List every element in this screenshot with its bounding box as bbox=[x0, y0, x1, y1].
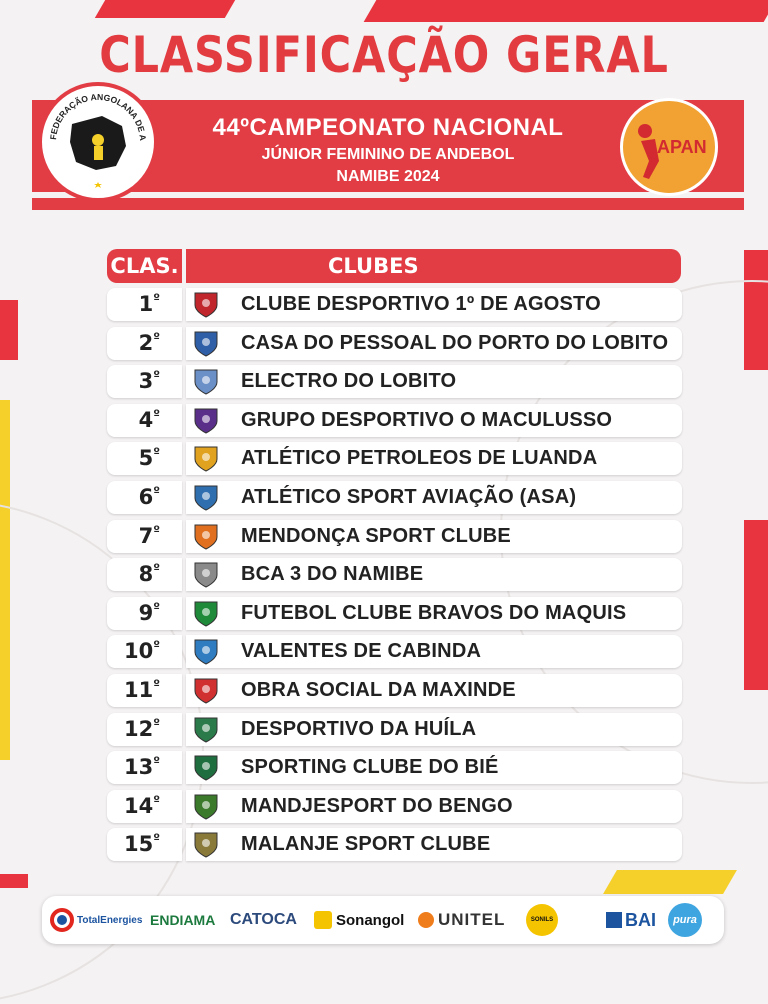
sponsor-label: UNITEL bbox=[438, 910, 506, 929]
position-ordinal: º bbox=[153, 599, 160, 614]
row-club bbox=[186, 597, 682, 630]
table-row bbox=[107, 674, 682, 707]
row-position bbox=[107, 327, 182, 360]
club-name: OBRA SOCIAL DA MAXINDE bbox=[241, 679, 516, 701]
row-position bbox=[107, 481, 182, 514]
club-name: DESPORTIVO DA HUÍLA bbox=[241, 717, 477, 740]
position-number: 3 bbox=[138, 369, 154, 394]
position-ordinal: º bbox=[153, 561, 160, 576]
table-row bbox=[107, 751, 682, 784]
row-position bbox=[107, 520, 182, 553]
position-number: 2 bbox=[138, 330, 154, 355]
position-ordinal: º bbox=[153, 291, 160, 305]
row-club bbox=[186, 327, 682, 360]
position-ordinal: º bbox=[153, 638, 160, 653]
position-number: 8 bbox=[138, 562, 154, 587]
position-number: 15 bbox=[123, 832, 154, 857]
position-number: 12 bbox=[123, 716, 154, 741]
club-crest-icon bbox=[192, 754, 220, 781]
club-crest-icon bbox=[192, 793, 220, 820]
federation-logo-text: FEDERAÇÃO ANGOLANA DE A bbox=[48, 91, 149, 142]
table-row bbox=[107, 790, 682, 823]
club-name: SPORTING CLUBE DO BIÉ bbox=[241, 756, 499, 779]
table-row bbox=[107, 828, 682, 861]
sponsor-sonils bbox=[526, 896, 558, 944]
sponsor-label: TotalEnergies bbox=[77, 914, 143, 926]
club-name: ELECTRO DO LOBITO bbox=[241, 370, 457, 393]
federation-emblem-icon bbox=[42, 86, 154, 198]
club-name: GRUPO DESPORTIVO O MACULUSSO bbox=[241, 408, 613, 431]
club-name: VALENTES DE CABINDA bbox=[241, 640, 482, 663]
row-club bbox=[186, 751, 682, 784]
position-ordinal: º bbox=[153, 484, 160, 498]
banner-underline bbox=[32, 198, 744, 210]
sponsors-bar bbox=[42, 896, 724, 944]
position-number: 5 bbox=[138, 446, 154, 471]
position-ordinal: º bbox=[153, 754, 160, 769]
club-crest-icon bbox=[192, 831, 220, 858]
sponsor-totalenergies bbox=[50, 896, 142, 944]
row-position bbox=[107, 828, 182, 861]
position-number: 7 bbox=[138, 523, 154, 548]
banner-line-3: NAMIBE 2024 bbox=[336, 168, 440, 185]
club-crest-icon bbox=[192, 561, 220, 588]
position-number: 6 bbox=[138, 485, 154, 509]
sponsor-catoca bbox=[230, 896, 297, 944]
sponsor-label: pura bbox=[673, 914, 697, 926]
sponsor-sonangol bbox=[314, 896, 404, 944]
sonils-icon bbox=[526, 904, 558, 936]
row-club bbox=[186, 828, 682, 861]
position-ordinal: º bbox=[153, 715, 160, 730]
club-crest-icon bbox=[192, 484, 220, 511]
row-club bbox=[186, 674, 682, 707]
sponsor-bai bbox=[606, 896, 656, 944]
table-row bbox=[107, 404, 682, 437]
row-position bbox=[107, 365, 182, 398]
club-name: CASA DO PESSOAL DO PORTO DO LOBITO bbox=[241, 331, 669, 354]
club-crest-icon bbox=[192, 445, 220, 472]
pura-icon bbox=[668, 903, 702, 937]
position-ordinal: º bbox=[153, 329, 160, 344]
table-row bbox=[107, 520, 682, 553]
club-crest-icon bbox=[192, 716, 220, 743]
bg-stripe-left bbox=[0, 300, 18, 360]
table-row bbox=[107, 481, 682, 514]
position-ordinal: º bbox=[153, 677, 160, 691]
row-position bbox=[107, 674, 182, 707]
banner-line-2: JÚNIOR FEMININO DE ANDEBOL bbox=[261, 146, 515, 163]
position-ordinal: º bbox=[153, 522, 160, 537]
apan-logo-text: APAN bbox=[657, 137, 707, 157]
table-row bbox=[107, 635, 682, 668]
table-row bbox=[107, 558, 682, 591]
sponsor-endiama bbox=[150, 896, 215, 944]
sponsor-label: ENDIAMA bbox=[150, 912, 216, 928]
row-club bbox=[186, 558, 682, 591]
apan-logo bbox=[620, 98, 718, 196]
table-row bbox=[107, 442, 682, 475]
club-crest-icon bbox=[192, 638, 220, 665]
club-name: ATLÉTICO PETROLEOS DE LUANDA bbox=[241, 447, 598, 470]
row-club bbox=[186, 404, 682, 437]
handball-player-icon bbox=[623, 101, 715, 193]
sponsor-label: BAI bbox=[625, 909, 656, 930]
sponsor-pura bbox=[668, 896, 702, 944]
sponsor-label: Sonangol bbox=[336, 911, 405, 929]
table-row bbox=[107, 365, 682, 398]
position-number: 9 bbox=[138, 600, 154, 625]
federation-logo bbox=[38, 82, 158, 202]
row-club bbox=[186, 790, 682, 823]
club-crest-icon bbox=[192, 330, 220, 357]
header-clubs bbox=[186, 249, 681, 283]
totalenergies-icon bbox=[50, 908, 74, 932]
club-crest-icon bbox=[192, 677, 220, 704]
sponsor-label: CATOCA bbox=[230, 911, 297, 928]
row-club bbox=[186, 713, 682, 746]
club-name: FUTEBOL CLUBE BRAVOS DO MAQUIS bbox=[241, 601, 627, 624]
club-name: MALANJE SPORT CLUBE bbox=[241, 833, 491, 856]
position-ordinal: º bbox=[153, 406, 160, 421]
position-number: 4 bbox=[138, 407, 154, 432]
club-name: ATLÉTICO SPORT AVIAÇÃO (ASA) bbox=[241, 486, 577, 508]
club-name: BCA 3 DO NAMIBE bbox=[241, 563, 424, 586]
club-crest-icon bbox=[192, 523, 220, 550]
sponsor-label: SONILS bbox=[530, 917, 554, 923]
table-row bbox=[107, 713, 682, 746]
club-crest-icon bbox=[192, 407, 220, 434]
row-club bbox=[186, 635, 682, 668]
club-name: MANDJESPORT DO BENGO bbox=[241, 794, 513, 817]
row-position bbox=[107, 404, 182, 437]
table-row bbox=[107, 597, 682, 630]
row-position bbox=[107, 288, 182, 321]
position-ordinal: º bbox=[153, 831, 160, 846]
row-club bbox=[186, 481, 682, 514]
header-position: CLAS. bbox=[107, 249, 182, 283]
header-clubs-label: CLUBES bbox=[328, 254, 419, 278]
banner-line-1: 44ºCAMPEONATO NACIONAL bbox=[212, 114, 564, 141]
table-row bbox=[107, 288, 682, 321]
position-number: 13 bbox=[123, 755, 154, 780]
club-crest-icon bbox=[192, 368, 220, 395]
row-position bbox=[107, 635, 182, 668]
position-number: 11 bbox=[123, 678, 154, 702]
position-number: 1 bbox=[138, 292, 154, 316]
bg-stripe-top-right bbox=[364, 0, 768, 22]
row-position bbox=[107, 713, 182, 746]
position-number: 14 bbox=[123, 793, 154, 818]
page-title: CLASSIFICAÇÃO GERAL bbox=[99, 26, 669, 84]
position-ordinal: º bbox=[153, 792, 160, 807]
table-row bbox=[107, 327, 682, 360]
row-position bbox=[107, 558, 182, 591]
position-ordinal: º bbox=[153, 445, 160, 460]
sponsor-unitel bbox=[418, 896, 505, 944]
position-number: 10 bbox=[123, 639, 154, 664]
club-name: CLUBE DESPORTIVO 1º DE AGOSTO bbox=[241, 293, 601, 315]
club-crest-icon bbox=[192, 291, 220, 318]
row-position bbox=[107, 597, 182, 630]
row-club bbox=[186, 442, 682, 475]
club-name: MENDONÇA SPORT CLUBE bbox=[241, 524, 511, 547]
row-club bbox=[186, 520, 682, 553]
bg-stripe-top-left bbox=[95, 0, 235, 18]
row-club bbox=[186, 365, 682, 398]
row-club bbox=[186, 288, 682, 321]
club-crest-icon bbox=[192, 600, 220, 627]
bai-icon bbox=[606, 912, 622, 928]
bg-yellow-bottom-right bbox=[603, 870, 737, 894]
sonangol-icon bbox=[314, 911, 332, 929]
row-position bbox=[107, 442, 182, 475]
row-position bbox=[107, 751, 182, 784]
position-ordinal: º bbox=[153, 368, 160, 383]
row-position bbox=[107, 790, 182, 823]
unitel-icon bbox=[418, 912, 434, 928]
